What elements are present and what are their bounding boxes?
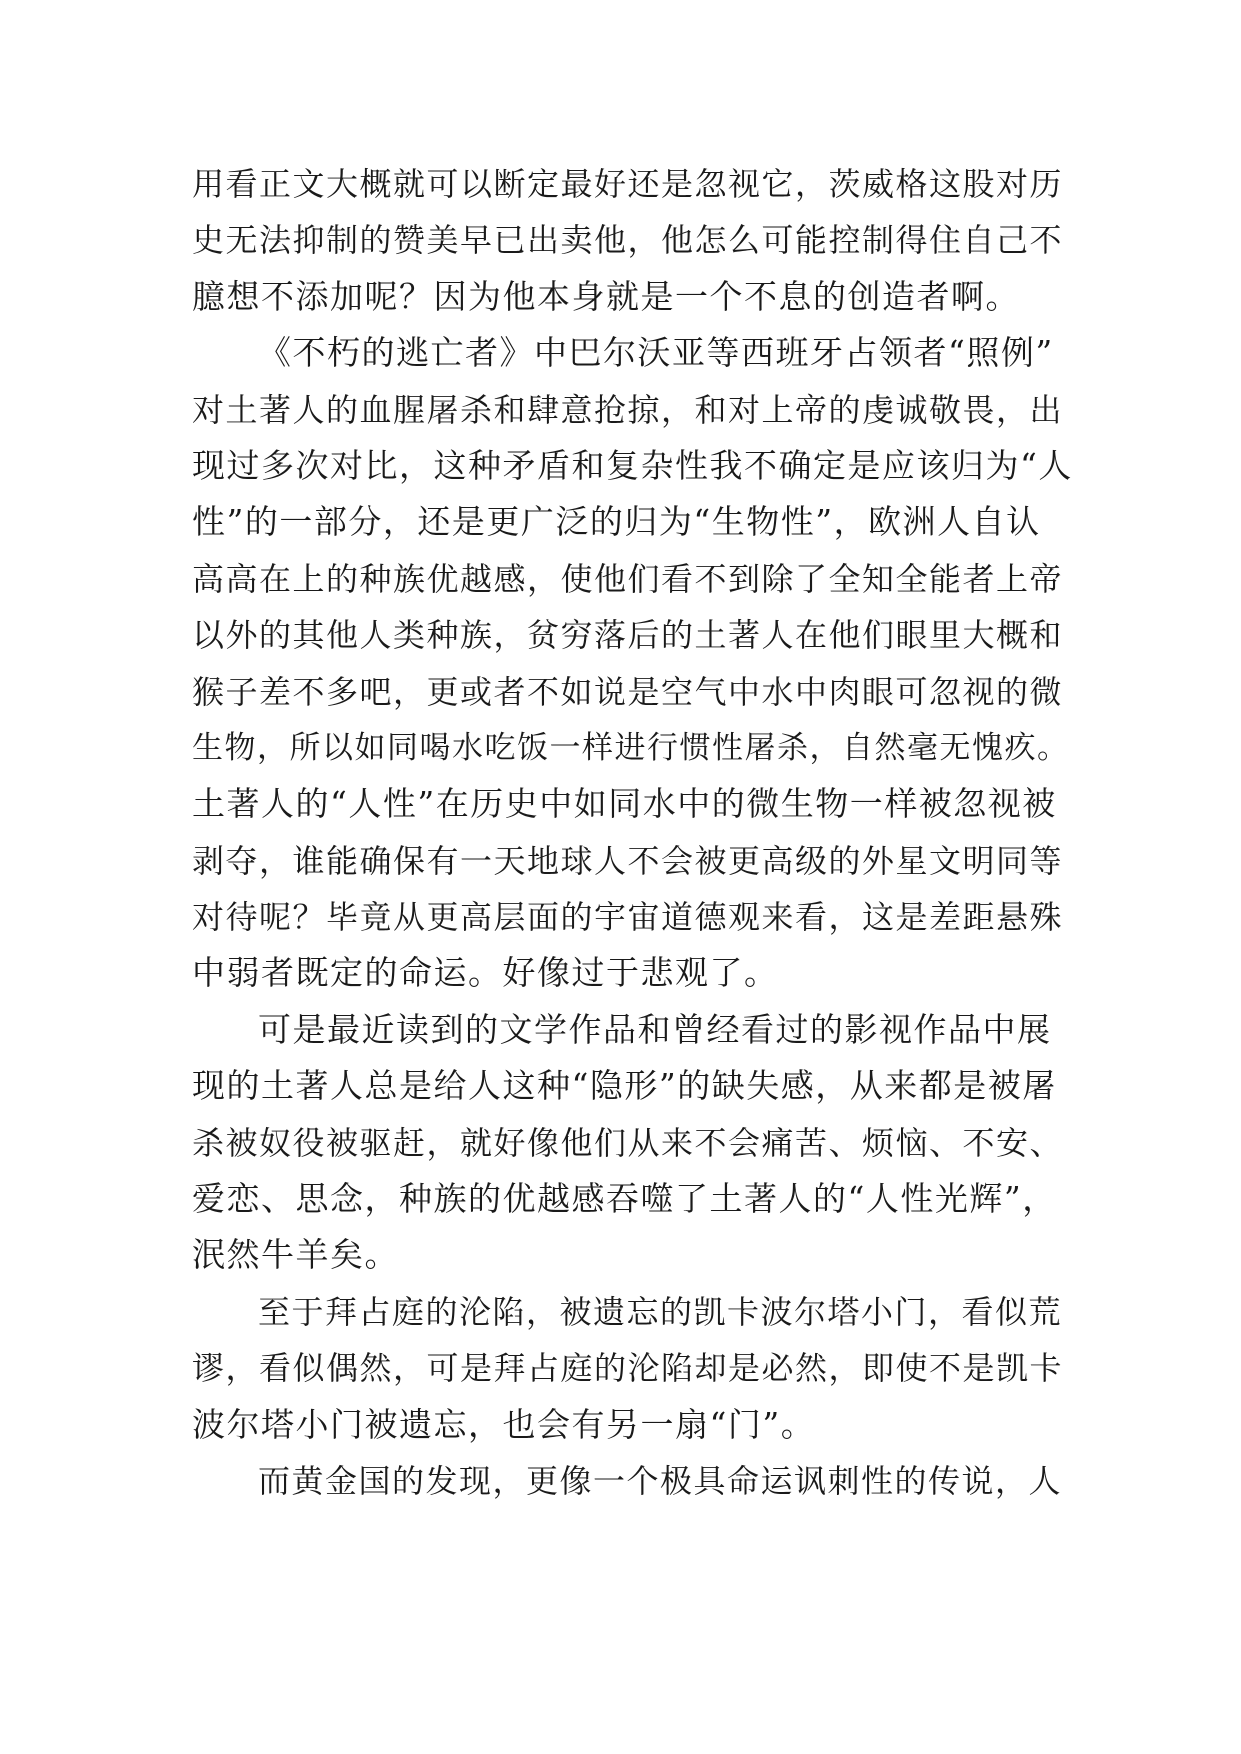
text-line: 对待呢？毕竟从更高层面的宇宙道德观来看，这是差距悬殊 [192,898,1064,937]
text-line: 现过多次对比，这种矛盾和复杂性我不确定是应该归为“人 [192,445,1073,485]
text-line: 高高在上的种族优越感，使他们看不到除了全知全能者上帝 [192,559,1064,598]
text-line: 猴子差不多吧，更或者不如说是空气中水中肉眼可忽视的微 [192,672,1064,711]
text-line: 谬，看似偶然，可是拜占庭的沦陷却是必然，即使不是凯卡 [192,1349,1064,1388]
text-line: 中弱者既定的命运。好像过于悲观了。 [192,953,779,993]
text-line: 生物，所以如同喝水吃饭一样进行惯性屠杀，自然毫无愧疚。 [192,729,1070,766]
text-line: 爱恋、思念，种族的优越感吞噬了土著人的“人性光辉”， [192,1179,1057,1219]
text-line: 现的土著人总是给人这种“隐形”的缺失感，从来都是被屠 [192,1066,1057,1106]
text-line: 对土著人的血腥屠杀和肆意抢掠，和对上帝的虔诚敬畏，出 [192,390,1064,429]
text-line: 用看正文大概就可以断定最好还是忽视它，茨威格这股对历 [192,165,1064,203]
text-line: 波尔塔小门被遗忘，也会有另一扇“门”。 [192,1404,816,1444]
text-line: 泯然牛羊矣。 [192,1235,399,1275]
paragraph-start-line: 可是最近读到的文学作品和曾经看过的影视作品中展 [258,1009,1052,1049]
body-text [192,156,1072,1509]
text-line: 剥夺，谁能确保有一天地球人不会被更高级的外星文明同等 [192,841,1064,880]
text-line: 土著人的“人性”在历史中如同水中的微生物一样被忽视被 [192,784,1057,824]
text-line: 以外的其他人类种族，贫穷落后的土著人在他们眼里大概和 [192,616,1064,655]
text-line: 臆想不添加呢？因为他本身就是一个不息的创造者啊。 [192,276,1020,316]
paragraph-start-line: 《不朽的逃亡者》中巴尔沃亚等西班牙占领者“照例” [258,333,1054,373]
paragraph-start-line: 而黄金国的发现，更像一个极具命运讽刺性的传说，人 [258,1461,1063,1500]
paragraph-start-line: 至于拜占庭的沦陷，被遗忘的凯卡波尔塔小门，看似荒 [258,1292,1063,1331]
text-line: 史无法抑制的赞美早已出卖他，他怎么可能控制得住自己不 [192,221,1064,260]
text-line: 性”的一部分，还是更广泛的归为“生物性”，欧洲人自认 [192,502,1041,542]
text-line: 杀被奴役被驱赶，就好像他们从来不会痛苦、烦恼、不安、 [192,1123,1064,1162]
